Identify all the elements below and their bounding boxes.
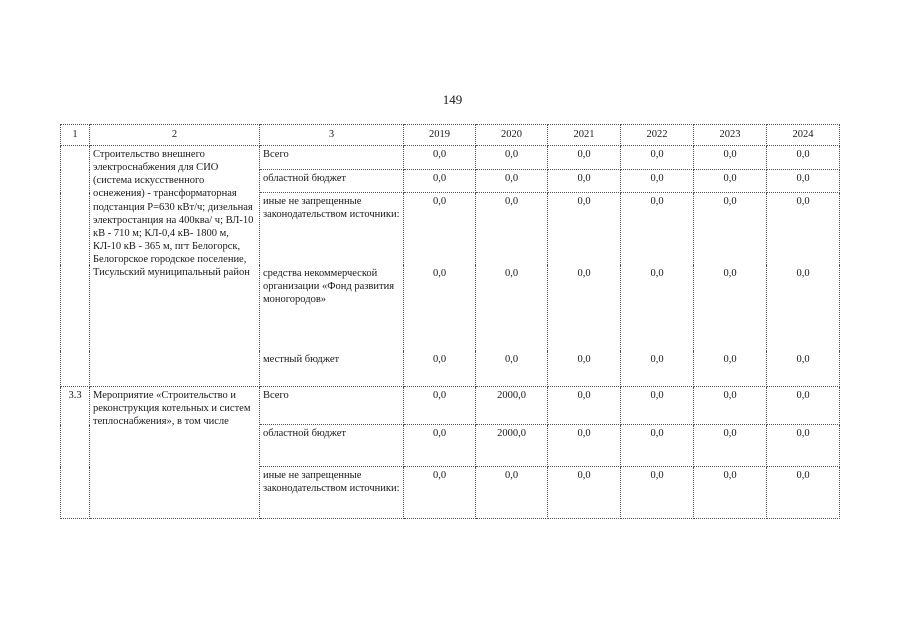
value-cell: 0,0: [694, 265, 767, 351]
funding-source: Всего: [260, 146, 404, 170]
value-cell: 0,0: [621, 265, 694, 351]
value-cell: 0,0: [694, 467, 767, 519]
value-cell: 0,0: [767, 193, 840, 265]
table-row: [61, 146, 840, 170]
budget-table: [60, 124, 840, 519]
funding-source: областной бюджет: [260, 425, 404, 467]
value-cell: 0,0: [548, 351, 621, 387]
value-cell: 2000,0: [476, 425, 548, 467]
funding-source: областной бюджет: [260, 170, 404, 193]
value-cell: 0,0: [476, 170, 548, 193]
value-cell: 0,0: [476, 351, 548, 387]
value-cell: 0,0: [621, 193, 694, 265]
measure-name: Строительство внешнего электроснабжения для СИО (система искусственного оснежения) - трансформаторная подстанция P=630 кВт/ч; дизельная электростанция на 400ква/ ч; ВЛ-10 кВ - 710 м; КЛ-0,4 кВ- 1800 м, КЛ-10 кВ - 365 м, пгт Белогорск, Белогорское городское поселение, Тисульский муниципальный район: [90, 146, 260, 387]
value-cell: 0,0: [621, 351, 694, 387]
value-cell: 0,0: [694, 351, 767, 387]
value-cell: 0,0: [548, 387, 621, 425]
value-cell: 0,0: [548, 265, 621, 351]
funding-source: средства некоммерческой организации «Фонд развития моногородов»: [260, 265, 404, 351]
value-cell: 0,0: [621, 387, 694, 425]
value-cell: 0,0: [404, 467, 476, 519]
value-cell: 0,0: [476, 265, 548, 351]
value-cell: 0,0: [621, 425, 694, 467]
header-cell-2020: 2020: [476, 125, 548, 146]
value-cell: 0,0: [548, 467, 621, 519]
header-cell-2023: 2023: [694, 125, 767, 146]
value-cell: 0,0: [694, 170, 767, 193]
value-cell: 0,0: [548, 170, 621, 193]
value-cell: 0,0: [548, 425, 621, 467]
value-cell: 0,0: [404, 146, 476, 170]
value-cell: 0,0: [548, 146, 621, 170]
measure-name: Мероприятие «Строительство и реконструкция котельных и систем теплоснабжения», в том числе: [90, 387, 260, 519]
header-cell-2022: 2022: [621, 125, 694, 146]
value-cell: 0,0: [767, 387, 840, 425]
value-cell: 0,0: [767, 467, 840, 519]
header-cell-col2: 2: [90, 125, 260, 146]
header-row: [61, 125, 840, 146]
value-cell: 0,0: [694, 387, 767, 425]
header-cell-col1: 1: [61, 125, 90, 146]
value-cell: 0,0: [621, 467, 694, 519]
value-cell: 0,0: [404, 193, 476, 265]
value-cell: 0,0: [476, 467, 548, 519]
value-cell: 0,0: [476, 193, 548, 265]
value-cell: 0,0: [476, 146, 548, 170]
value-cell: 0,0: [767, 351, 840, 387]
row-number: 3.3: [61, 387, 90, 519]
header-cell-col3: 3: [260, 125, 404, 146]
row-number: [61, 146, 90, 387]
page-number: 149: [442, 92, 463, 107]
value-cell: 0,0: [694, 146, 767, 170]
header-cell-2021: 2021: [548, 125, 621, 146]
table-row: [61, 387, 840, 425]
funding-source: иные не запрещенные законодательством источники:: [260, 467, 404, 519]
value-cell: 0,0: [548, 193, 621, 265]
value-cell: 0,0: [621, 170, 694, 193]
value-cell: 0,0: [694, 425, 767, 467]
value-cell: 0,0: [404, 387, 476, 425]
value-cell: 0,0: [767, 425, 840, 467]
funding-source: Всего: [260, 387, 404, 425]
value-cell: 0,0: [404, 265, 476, 351]
value-cell: 0,0: [404, 351, 476, 387]
header-cell-2024: 2024: [767, 125, 840, 146]
funding-source: местный бюджет: [260, 351, 404, 387]
funding-source: иные не запрещенные законодательством источники:: [260, 193, 404, 265]
value-cell: 0,0: [767, 170, 840, 193]
value-cell: 2000,0: [476, 387, 548, 425]
value-cell: 0,0: [404, 425, 476, 467]
header-cell-2019: 2019: [404, 125, 476, 146]
value-cell: 0,0: [404, 170, 476, 193]
value-cell: 0,0: [621, 146, 694, 170]
value-cell: 0,0: [767, 265, 840, 351]
value-cell: 0,0: [694, 193, 767, 265]
value-cell: 0,0: [767, 146, 840, 170]
